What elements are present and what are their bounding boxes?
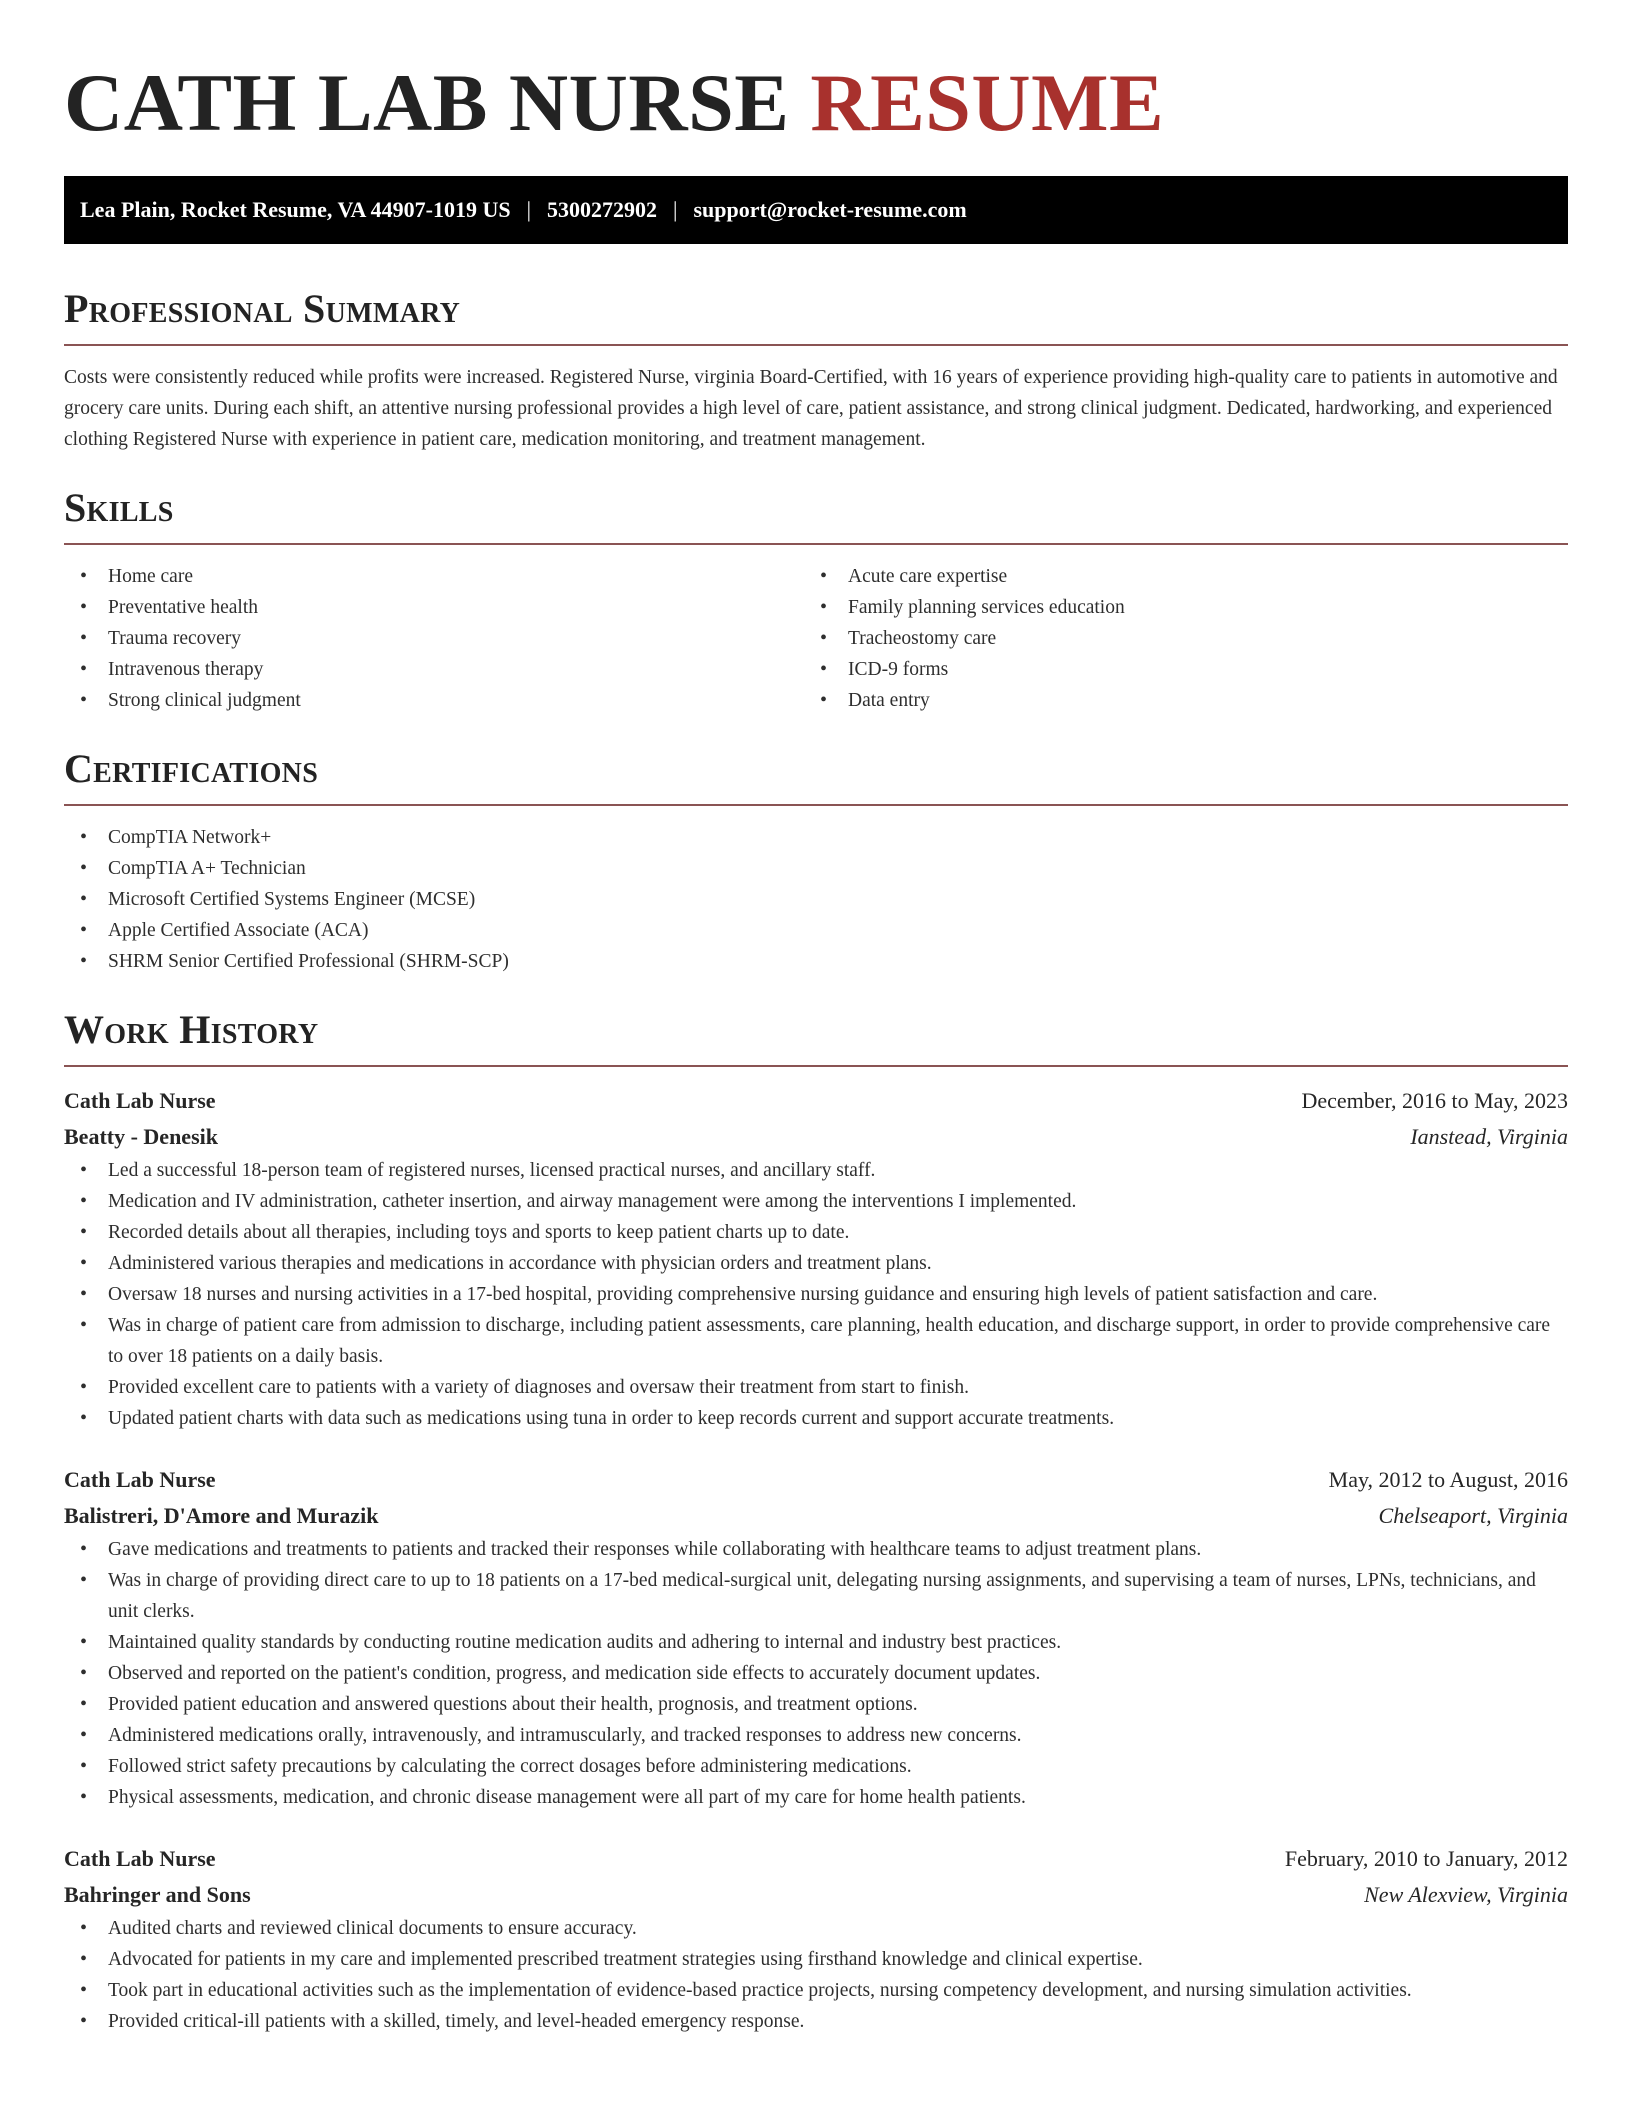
contact-email: support@rocket-resume.com [693,197,967,222]
certification-item: • CompTIA Network+ [64,822,1568,853]
skills-heading: Skills [64,485,174,530]
skill-item: • Data entry [804,685,1544,716]
job-duty: • Administered various therapies and medications in accordance with physician orders and treatment plans. [64,1248,1568,1279]
section-divider [64,344,1568,346]
skills-grid [64,561,1568,716]
certifications-list [64,822,1568,977]
skill-item: • ICD-9 forms [804,654,1544,685]
job-duty: • Provided excellent care to patients with a variety of diagnoses and oversaw their treatment from start to finish. [64,1372,1568,1403]
job-company: Bahringer and Sons [64,1882,251,1907]
resume-page [64,0,1568,2037]
job-dates: May, 2012 to August, 2016 [1328,1467,1568,1492]
certification-item: • SHRM Senior Certified Professional (SHRM-SCP) [64,946,1568,977]
job-duty: • Medication and IV administration, catheter insertion, and airway management were among the interventions I implemented. [64,1186,1568,1217]
section-divider [64,1065,1568,1067]
skill-item: • Home care [64,561,804,592]
job-title: Cath Lab Nurse [64,1088,216,1113]
summary-text: Costs were consistently reduced while profits were increased. Registered Nurse, virginia Board-Certified, with 16 years of experience providing high-quality care to patients in automotive and grocery care units. During each shift, an attentive nursing professional provides a high level of care, patient assistance, and strong clinical judgment. Dedicated, hardworking, and experienced clothing Registered Nurse with experience in patient care, medication monitoring, and treatment management. [64,367,1558,450]
job-company: Balistreri, D'Amore and Murazik [64,1503,379,1528]
skill-item: • Trauma recovery [64,623,804,654]
job-duty: • Led a successful 18-person team of registered nurses, licensed practical nurses, and ancillary staff. [64,1155,1568,1186]
job-subheader [64,1119,1568,1155]
job-header [64,1841,1568,1877]
job-duty: • Audited charts and reviewed clinical documents to ensure accuracy. [64,1913,1568,1944]
job-duty: • Advocated for patients in my care and implemented prescribed treatment strategies using firsthand knowledge and clinical expertise. [64,1944,1568,1975]
job-duty: • Maintained quality standards by conducting routine medication audits and adhering to internal and industry best practices. [64,1627,1568,1658]
title-main: CATH LAB NURSE [64,57,790,148]
job-header [64,1083,1568,1119]
work-history-heading: Work History [64,1007,319,1052]
job-duty: • Provided patient education and answered questions about their health, prognosis, and treatment options. [64,1689,1568,1720]
job-location: New Alexview, Virginia [1364,1882,1568,1907]
job-duty: • Was in charge of providing direct care to up to 18 patients on a 17-bed medical-surgical unit, delegating nursing assignments, and supervising a team of nurses, LPNs, technicians, and unit clerks. [64,1565,1568,1627]
job-title: Cath Lab Nurse [64,1467,216,1492]
summary-heading: Professional Summary [64,286,461,331]
job-duty: • Followed strict safety precautions by calculating the correct dosages before administering medications. [64,1751,1568,1782]
certification-item: • Apple Certified Associate (ACA) [64,915,1568,946]
title-accent: RESUME [810,57,1165,148]
job-location: Chelseaport, Virginia [1378,1503,1568,1528]
job-location: Ianstead, Virginia [1410,1124,1568,1149]
skill-item: • Acute care expertise [804,561,1544,592]
job-duty: • Provided critical-ill patients with a skilled, timely, and level-headed emergency response. [64,2006,1568,2037]
job-entry [64,1462,1568,1813]
work-history-section [64,1007,1568,2037]
resume-title [64,58,1568,148]
job-duty: • Recorded details about all therapies, including toys and sports to keep patient charts up to date. [64,1217,1568,1248]
job-duty: • Was in charge of patient care from admission to discharge, including patient assessments, care planning, health education, and discharge support, in order to provide comprehensive care to over 18 patients on a daily basis. [64,1310,1568,1372]
contact-bar [64,176,1568,244]
job-dates: February, 2010 to January, 2012 [1284,1846,1568,1871]
job-duties-list [64,1913,1568,2037]
summary-section [64,286,1568,455]
job-duty: • Observed and reported on the patient's condition, progress, and medication side effects to accurately document updates. [64,1658,1568,1689]
skills-list-left [64,561,804,716]
job-duties-list [64,1534,1568,1813]
skill-item: • Intravenous therapy [64,654,804,685]
job-duty: • Physical assessments, medication, and chronic disease management were all part of my care for home health patients. [64,1782,1568,1813]
certifications-heading: Certifications [64,746,319,791]
certification-item: • CompTIA A+ Technician [64,853,1568,884]
contact-separator: | [526,197,532,222]
contact-phone: 5300272902 [547,197,658,222]
contact-address: Lea Plain, Rocket Resume, VA 44907-1019 US [80,197,511,222]
skill-item: • Family planning services education [804,592,1544,623]
skill-item: • Strong clinical judgment [64,685,804,716]
job-subheader [64,1498,1568,1534]
job-duties-list [64,1155,1568,1434]
job-duty: • Took part in educational activities such as the implementation of evidence-based practice projects, nursing competency development, and nursing simulation activities. [64,1975,1568,2006]
job-dates: December, 2016 to May, 2023 [1301,1088,1568,1113]
job-entry [64,1083,1568,1434]
job-title: Cath Lab Nurse [64,1846,216,1871]
job-duty: • Updated patient charts with data such as medications using tuna in order to keep records current and support accurate treatments. [64,1403,1568,1434]
certifications-section [64,746,1568,977]
job-duty: • Oversaw 18 nurses and nursing activities in a 17-bed hospital, providing comprehensive nursing guidance and ensuring high levels of patient satisfaction and care. [64,1279,1568,1310]
skills-section [64,485,1568,716]
job-duty: • Administered medications orally, intravenously, and intramuscularly, and tracked responses to address new concerns. [64,1720,1568,1751]
job-subheader [64,1877,1568,1913]
certification-item: • Microsoft Certified Systems Engineer (MCSE) [64,884,1568,915]
skills-list-right [804,561,1544,716]
skill-item: • Preventative health [64,592,804,623]
section-divider [64,804,1568,806]
job-entry [64,1841,1568,2037]
job-company: Beatty - Denesik [64,1124,218,1149]
contact-separator: | [673,197,678,222]
section-divider [64,543,1568,545]
job-duty: • Gave medications and treatments to patients and tracked their responses while collaborating with healthcare teams to adjust treatment plans. [64,1534,1568,1565]
job-header [64,1462,1568,1498]
skill-item: • Tracheostomy care [804,623,1544,654]
